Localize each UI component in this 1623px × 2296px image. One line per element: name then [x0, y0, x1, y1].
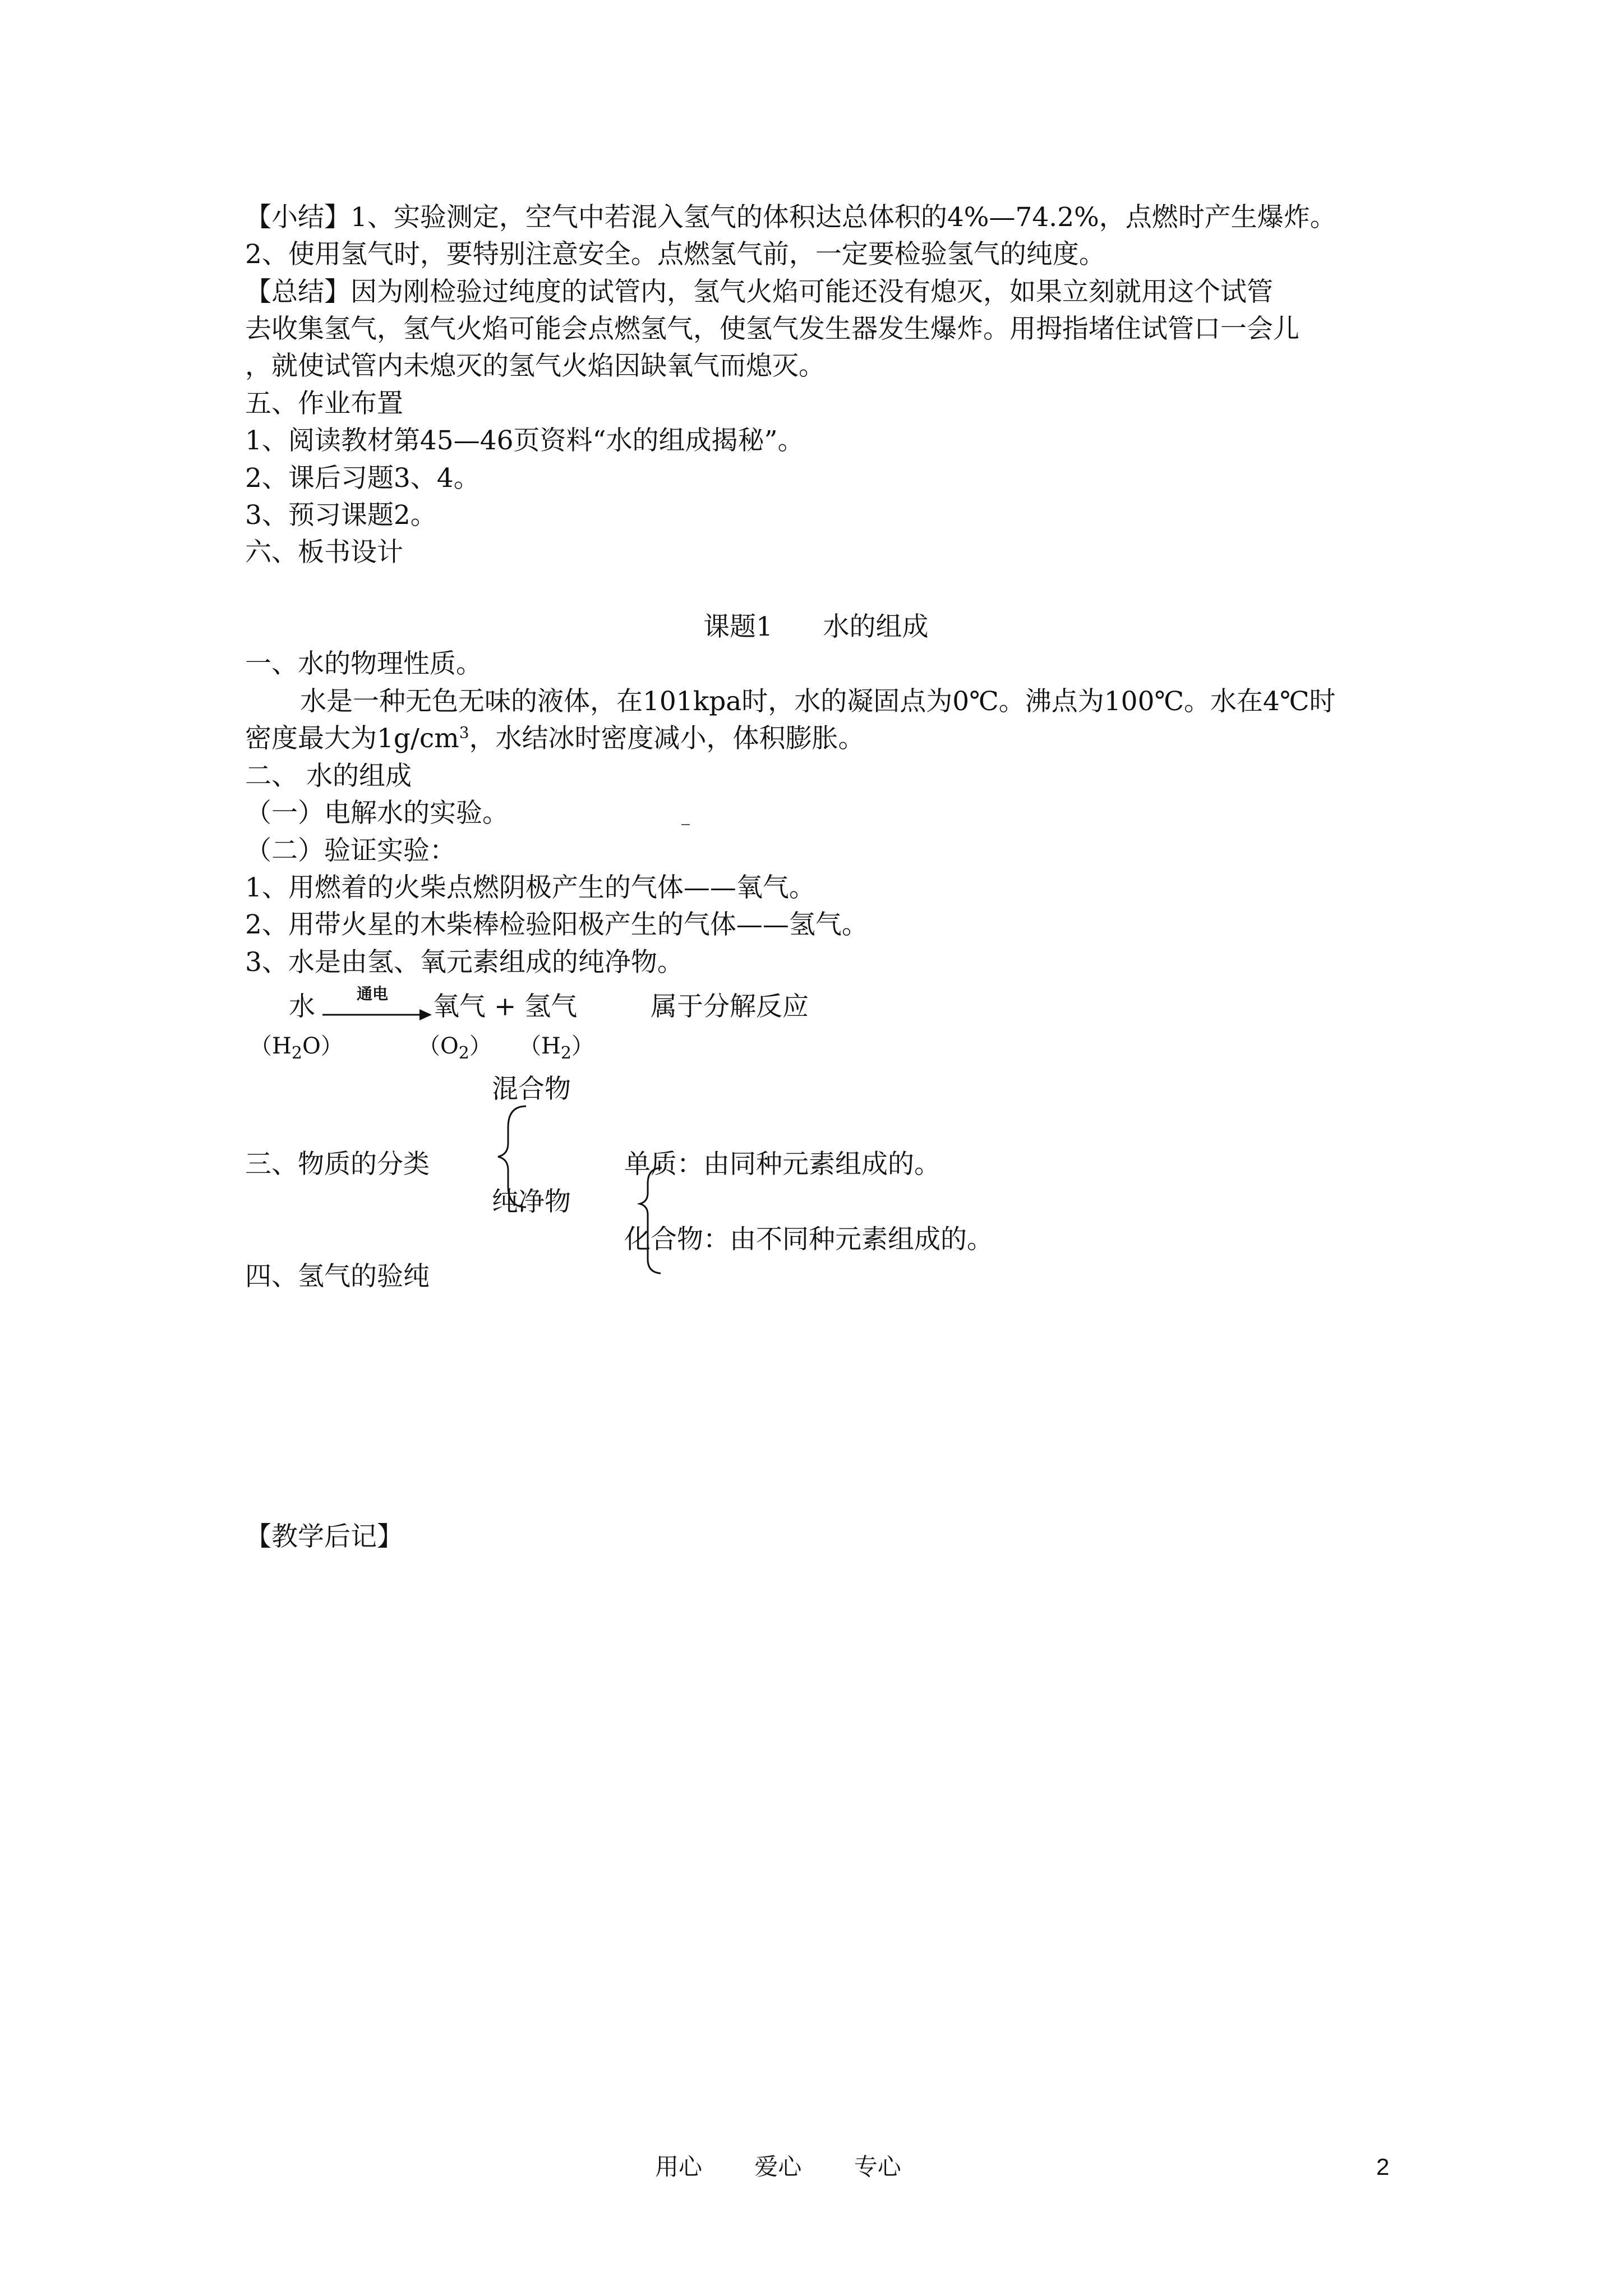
page-number: 2 [1376, 2154, 1390, 2180]
equation-reactant: 水 [289, 991, 315, 1022]
footer-motto: 用心 爱心 专心 [655, 2154, 901, 2180]
physical-heading: 一、水的物理性质。 [245, 648, 482, 679]
class-pure: 纯净物 [492, 1186, 571, 1217]
class-compound: 化合物：由不同种元素组成的。 [624, 1224, 993, 1255]
summary-line-2: 2、使用氢气时，要特别注意安全。点燃氢气前，一定要检验氢气的纯度。 [245, 239, 1105, 270]
summary-line-1: 【小结】1、实验测定，空气中若混入氢气的体积达总体积的4%—74.2%，点燃时产生爆炸。 [245, 202, 1336, 233]
classification-brace-left [498, 1106, 526, 1207]
class-element: 单质：由同种元素组成的。 [624, 1149, 940, 1180]
physical-line-2: 密度最大为$1g/cm^3$，水结冰时密度减小，体积膨胀。 [245, 723, 865, 754]
composition-item: 2、用带火星的木柴棒检验阳极产生的气体——氢气。 [245, 909, 868, 940]
pure-substance-brace [640, 1168, 662, 1273]
class-mixture: 混合物 [492, 1074, 571, 1105]
composition-item: 1、用燃着的火柴点燃阴极产生的气体——氧气。 [245, 872, 815, 903]
homework-heading: 五、作业布置 [245, 388, 403, 419]
equation-type: 属于分解反应 [651, 991, 809, 1022]
conclusion-line-3: ，就使试管内未熄灭的氢气火焰因缺氧气而熄灭。 [245, 351, 825, 381]
formula-water: $(H_2O)$ [250, 1033, 343, 1063]
composition-item: 3、水是由氢、氧元素组成的纯净物。 [245, 947, 684, 978]
board-heading: 六、板书设计 [245, 537, 403, 568]
formula-hydrogen: $(H_2)$ [519, 1033, 594, 1063]
purity-heading: 四、氢气的验纯 [245, 1261, 430, 1292]
board-title: 课题1 水的组成 [703, 611, 929, 642]
reaction-arrow [322, 1009, 432, 1020]
physical-line-1: 水是一种无色无味的液体，在101kpa时，水的凝固点为0℃。沸点为100℃。水在4℃时 [300, 686, 1336, 717]
homework-item: 1、阅读教材第45—46页资料“水的组成揭秘”。 [245, 425, 804, 456]
postscript-heading: 【教学后记】 [245, 1521, 403, 1552]
formula-oxygen: $(O_2)$ [418, 1033, 492, 1063]
composition-sub-1: （一）电解水的实验。 [245, 798, 509, 829]
equation-condition: 通电 [357, 984, 389, 1003]
conclusion-line-2: 去收集氢气，氢气火焰可能会点燃氢气，使氢气发生器发生爆炸。用拇指堵住试管口一会儿 [245, 314, 1299, 344]
homework-item: 3、预习课题2。 [245, 500, 437, 531]
conclusion-line-1: 【总结】因为刚检验过纯度的试管内，氢气火焰可能还没有熄灭，如果立刻就用这个试管 [245, 277, 1273, 307]
class-heading: 三、物质的分类 [245, 1149, 430, 1180]
equation-products: 氧气 + 氢气 [433, 991, 578, 1022]
composition-heading: 二、 水的组成 [245, 761, 412, 792]
composition-sub-2: （二）验证实验： [245, 835, 456, 866]
homework-item: 2、课后习题3、4。 [245, 463, 480, 494]
